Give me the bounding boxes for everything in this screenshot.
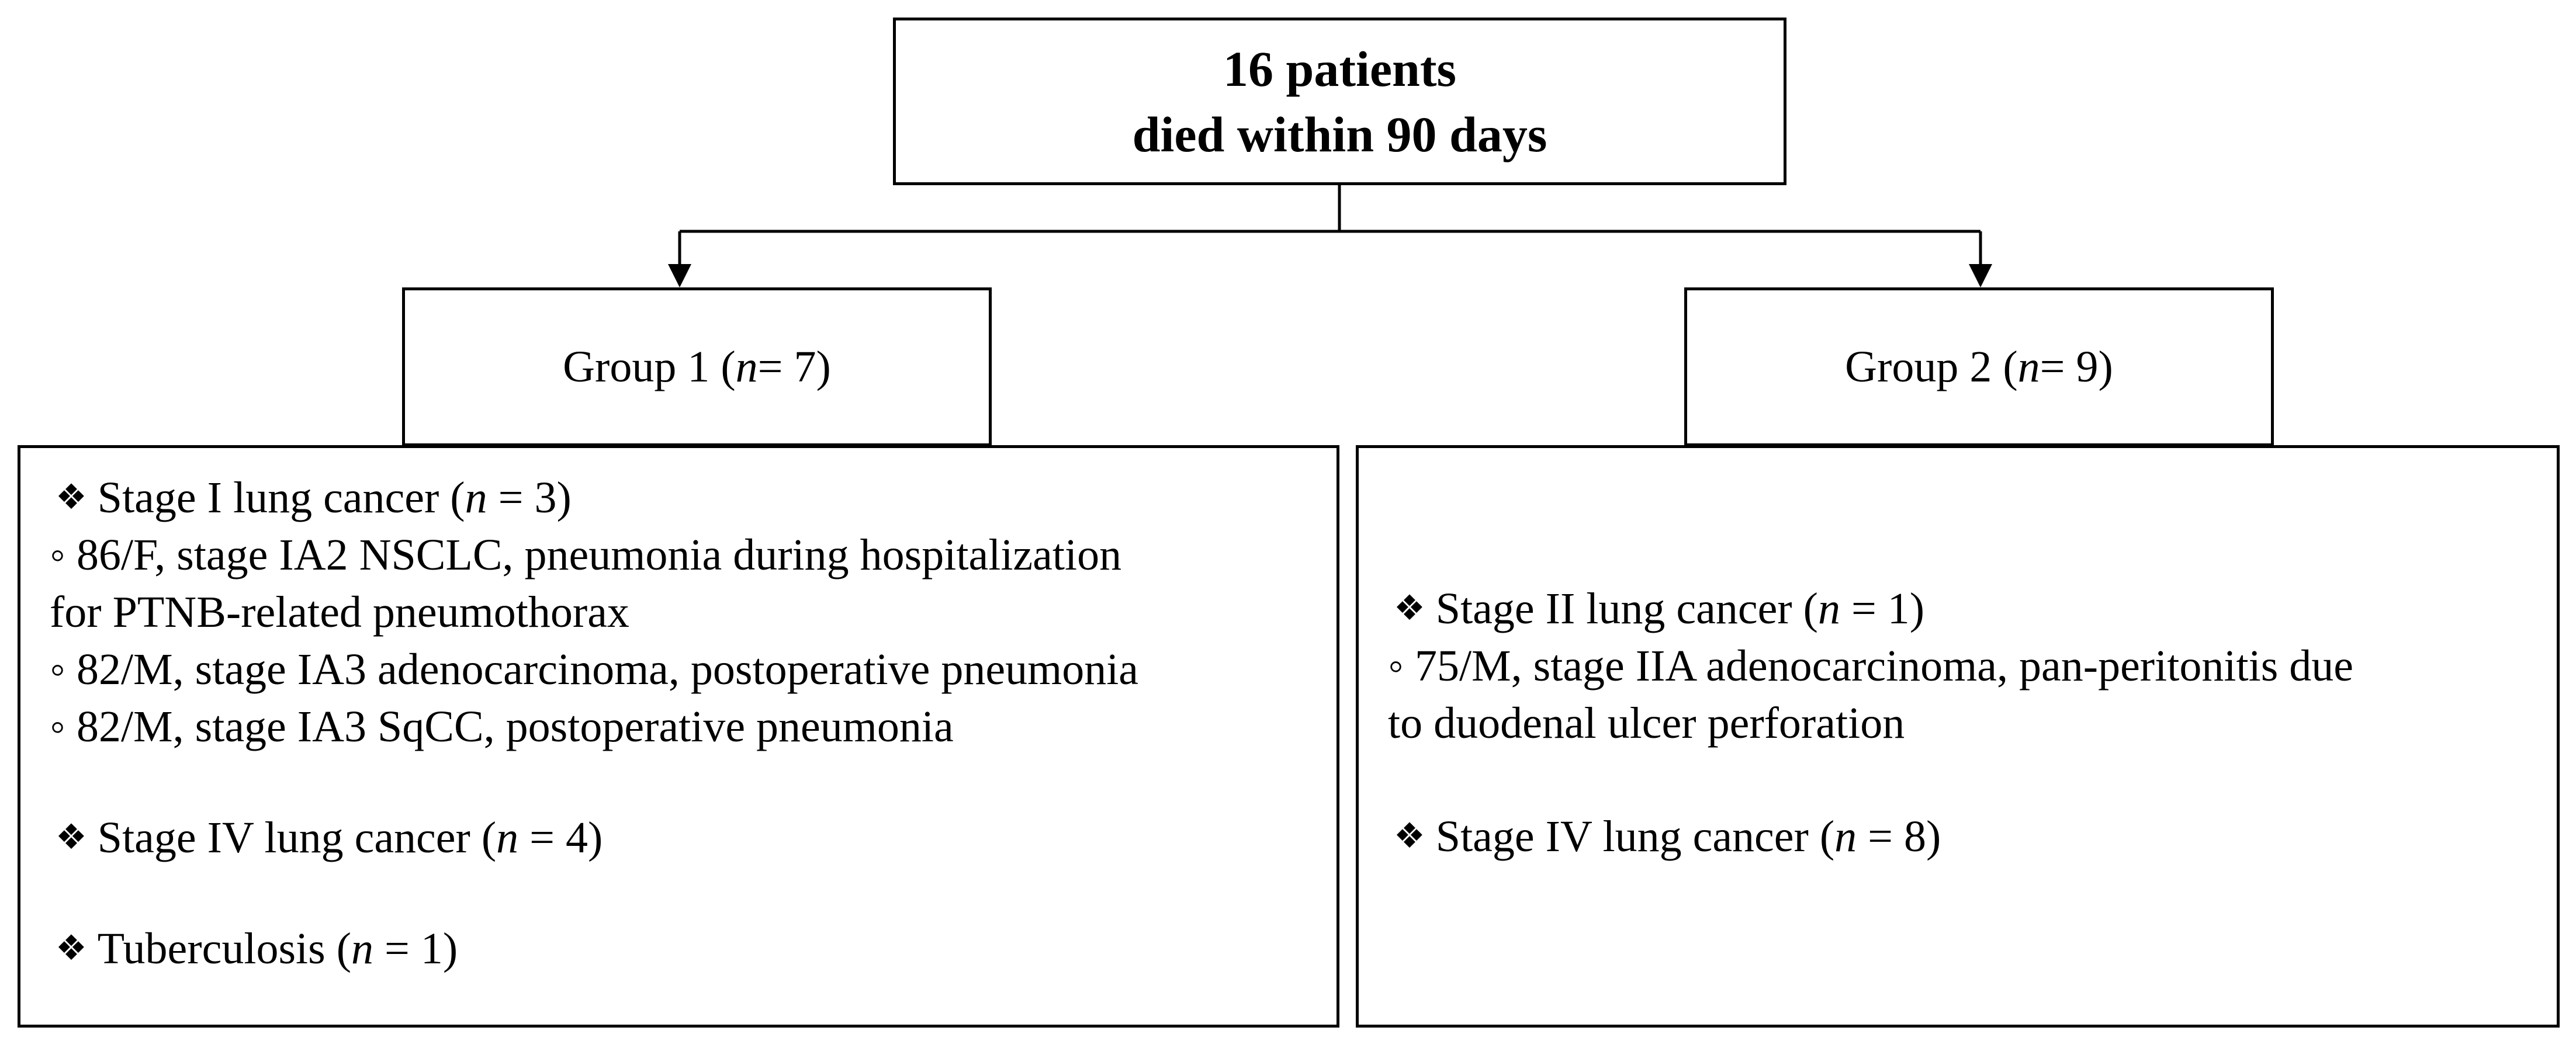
group2-stage2-heading [1394, 582, 1924, 638]
group1-case3: ◦ 82/M, stage IA3 SqCC, postoperative pneumonia [50, 702, 954, 751]
group2-details-box [1356, 445, 2560, 1028]
group1-stage4-suffix: = 4) [518, 813, 603, 862]
group1-stage1-prefix: Stage I lung cancer ( [97, 473, 465, 522]
group2-stage2-n: n [1817, 584, 1840, 633]
group2-stage2-prefix: Stage II lung cancer ( [1435, 584, 1818, 633]
group1-stage1-suffix: = 3) [487, 473, 572, 522]
group2-stage4-n: n [1834, 812, 1857, 861]
group1-tb-heading [56, 922, 458, 978]
diamond-bullet-icon: ❖ [1394, 816, 1425, 856]
group1-stage1-n: n [465, 473, 487, 522]
summary-line-1: 16 patients [1223, 40, 1456, 97]
diamond-bullet-icon: ❖ [56, 928, 87, 969]
group2-label-prefix: Group 2 ( [1845, 342, 2018, 391]
group1-box [402, 287, 992, 446]
group1-label-prefix: Group 1 ( [563, 342, 736, 391]
group2-label [1687, 290, 2271, 443]
group1-case1-line2: for PTNB-related pneumothorax [50, 588, 629, 637]
group2-stage2-suffix: = 1) [1840, 584, 1925, 633]
group1-case1-line1: ◦ 86/F, stage IA2 NSCLC, pneumonia during hospitalization [50, 530, 1122, 580]
group2-case1-line1: ◦ 75/M, stage IIA adenocarcinoma, pan-peritonitis due [1388, 641, 2353, 690]
group2-n-symbol: n [2017, 342, 2040, 391]
right-arrowhead [1969, 264, 1992, 287]
left-arrowhead [668, 264, 691, 287]
diamond-bullet-icon: ❖ [1394, 588, 1425, 629]
summary-line-2: died within 90 days [1132, 106, 1547, 162]
diamond-bullet-icon: ❖ [56, 477, 87, 518]
group1-stage4-n: n [496, 813, 519, 862]
group1-stage1-heading [56, 471, 572, 527]
group2-case1-line2: to duodenal ulcer perforation [1388, 699, 1905, 748]
group1-tb-n: n [351, 924, 374, 973]
group2-stage4-suffix: = 8) [1857, 812, 1941, 861]
group2-stage4-prefix: Stage IV lung cancer ( [1435, 812, 1835, 861]
group1-details-box [18, 445, 1339, 1028]
group1-tb-prefix: Tuberculosis ( [97, 924, 352, 973]
group1-n-symbol: n [735, 342, 758, 391]
group1-label-suffix: = 7) [757, 342, 831, 391]
group1-stage4-heading [56, 811, 603, 867]
group2-label-suffix: = 9) [2040, 342, 2113, 391]
diamond-bullet-icon: ❖ [56, 817, 87, 858]
group1-case2: ◦ 82/M, stage IA3 adenocarcinoma, postoperative pneumonia [50, 645, 1139, 694]
summary-box [893, 18, 1786, 185]
group1-tb-suffix: = 1) [373, 924, 458, 973]
group1-stage4-prefix: Stage IV lung cancer ( [97, 813, 497, 862]
group2-box [1684, 287, 2274, 446]
group1-label [405, 290, 989, 443]
group2-stage4-heading [1394, 810, 1941, 866]
